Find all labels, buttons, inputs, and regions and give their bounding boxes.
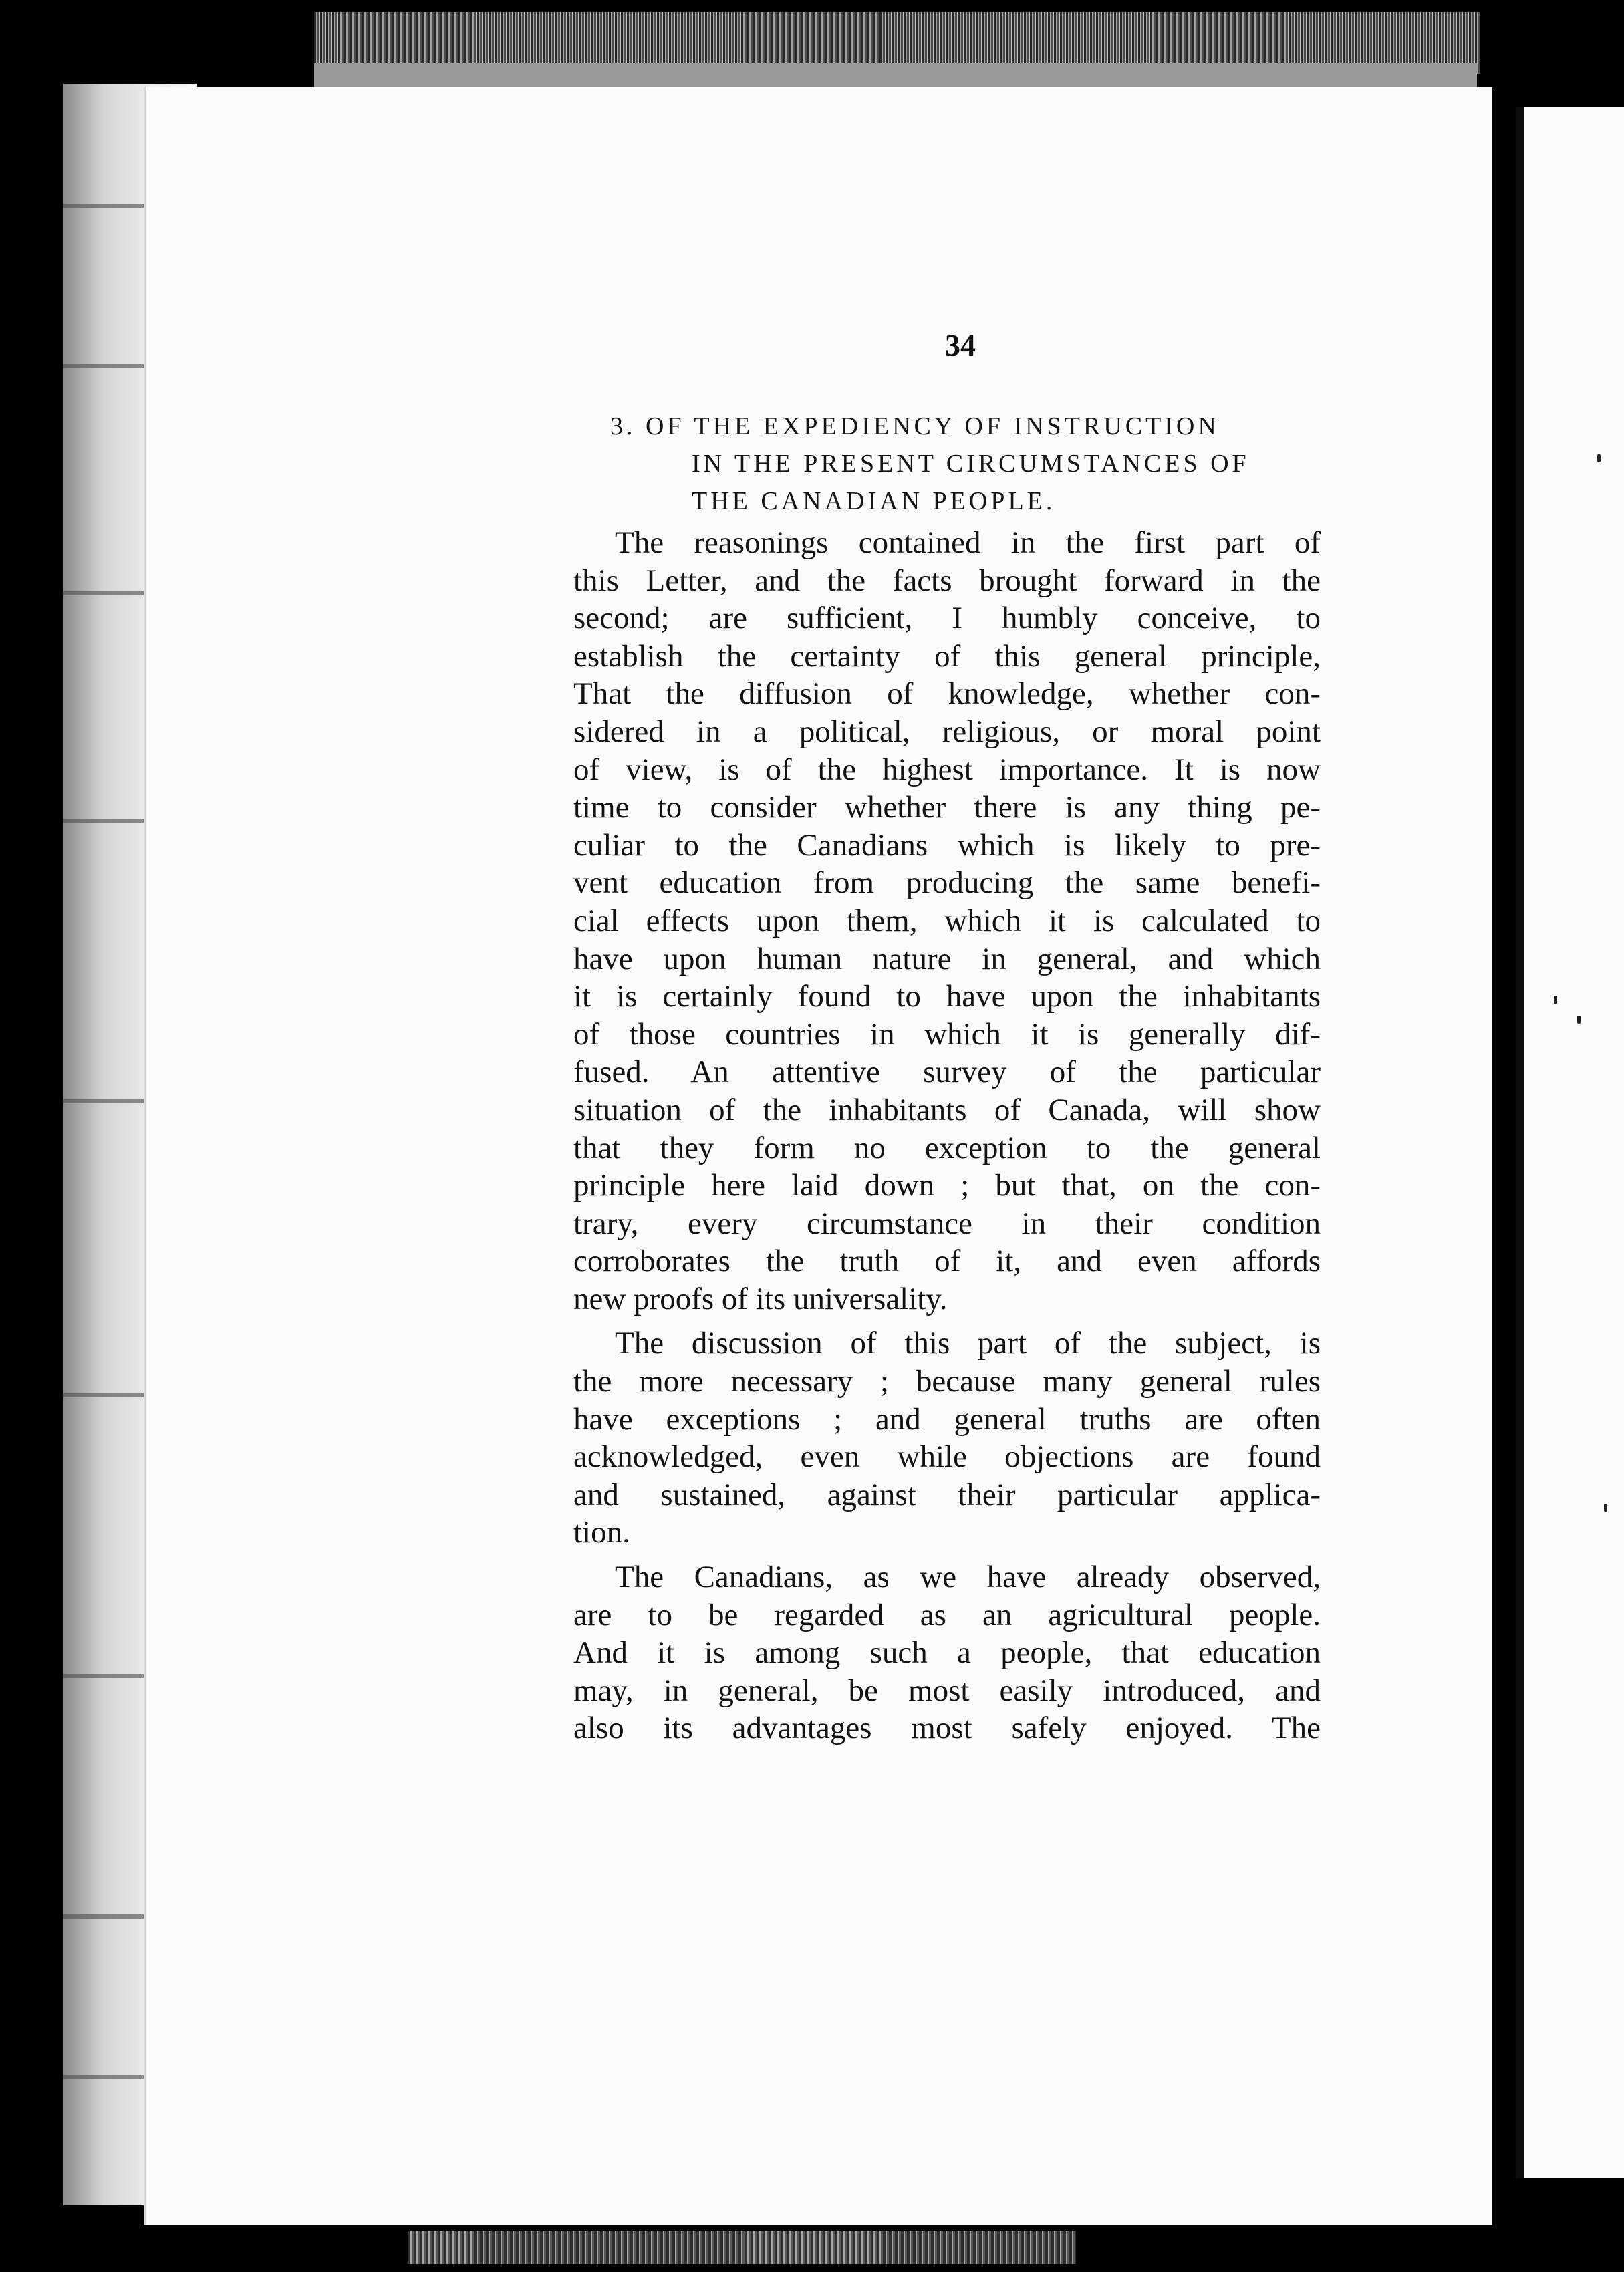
text-line: The reasonings contained in the first part of	[615, 525, 1321, 560]
text-line: sidered in a political, religious, or moral point	[573, 714, 1321, 749]
text-line: have upon human nature in general, and which	[573, 941, 1321, 976]
body-text	[573, 524, 1321, 1747]
text-line: trary, every circumstance in their condition	[573, 1205, 1321, 1241]
text-line: and sustained, against their particular applica-	[573, 1477, 1321, 1512]
text-line: new proofs of its universality.	[573, 1281, 948, 1316]
text-line: are to be regarded as an agricultural people.	[573, 1597, 1321, 1632]
text-line: the more necessary ; because many general rules	[573, 1364, 1321, 1399]
text-line: principle here laid down ; but that, on the con-	[573, 1168, 1321, 1203]
text-line: this Letter, and the facts brought forward in the	[573, 563, 1321, 598]
text-line: of view, is of the highest importance. It is now	[573, 752, 1321, 787]
text-line: That the diffusion of knowledge, whether con-	[573, 676, 1321, 712]
text-line: also its advantages most safely enjoyed. The	[573, 1711, 1321, 1746]
facing-page-edge	[1516, 107, 1624, 2178]
text-line: corroborates the truth of it, and even affords	[573, 1244, 1321, 1279]
text-line: time to consider whether there is any thing pe-	[573, 790, 1321, 825]
text-line: fused. An attentive survey of the particular	[573, 1054, 1321, 1090]
section-heading	[610, 408, 1321, 520]
text-line: of those countries in which it is generally dif-	[573, 1016, 1321, 1052]
text-line: The Canadians, as we have already observed,	[615, 1560, 1321, 1595]
binding-edge-bottom	[408, 2231, 1076, 2264]
heading-line: IN THE PRESENT CIRCUMSTANCES OF	[692, 450, 1250, 478]
heading-line: THE CANADIAN PEOPLE.	[692, 487, 1056, 515]
text-line: culiar to the Canadians which is likely to pre-	[573, 827, 1321, 863]
text-line: tion.	[573, 1515, 630, 1550]
text-line: that they form no exception to the general	[573, 1130, 1321, 1165]
text-line: may, in general, be most easily introduced, and	[573, 1673, 1321, 1708]
text-line: second; are sufficient, I humbly conceive, to	[573, 601, 1321, 636]
text-line: acknowledged, even while objections are found	[573, 1439, 1321, 1475]
text-line: The discussion of this part of the subject, is	[615, 1326, 1321, 1361]
text-line: establish the certainty of this general principle,	[573, 638, 1321, 674]
page-number: 34	[945, 328, 976, 362]
text-line: it is certainly found to have upon the inhabitants	[573, 979, 1321, 1014]
text-line: vent education from producing the same benefi-	[573, 865, 1321, 901]
binding-shadow-top	[314, 63, 1477, 90]
text-line: situation of the inhabitants of Canada, will show	[573, 1092, 1321, 1127]
heading-line: 3. OF THE EXPEDIENCY OF INSTRUCTION	[610, 412, 1220, 440]
text-line: And it is among such a people, that education	[573, 1635, 1321, 1671]
text-line: cial effects upon them, which it is calculated to	[573, 903, 1321, 938]
text-line: have exceptions ; and general truths are often	[573, 1401, 1321, 1437]
